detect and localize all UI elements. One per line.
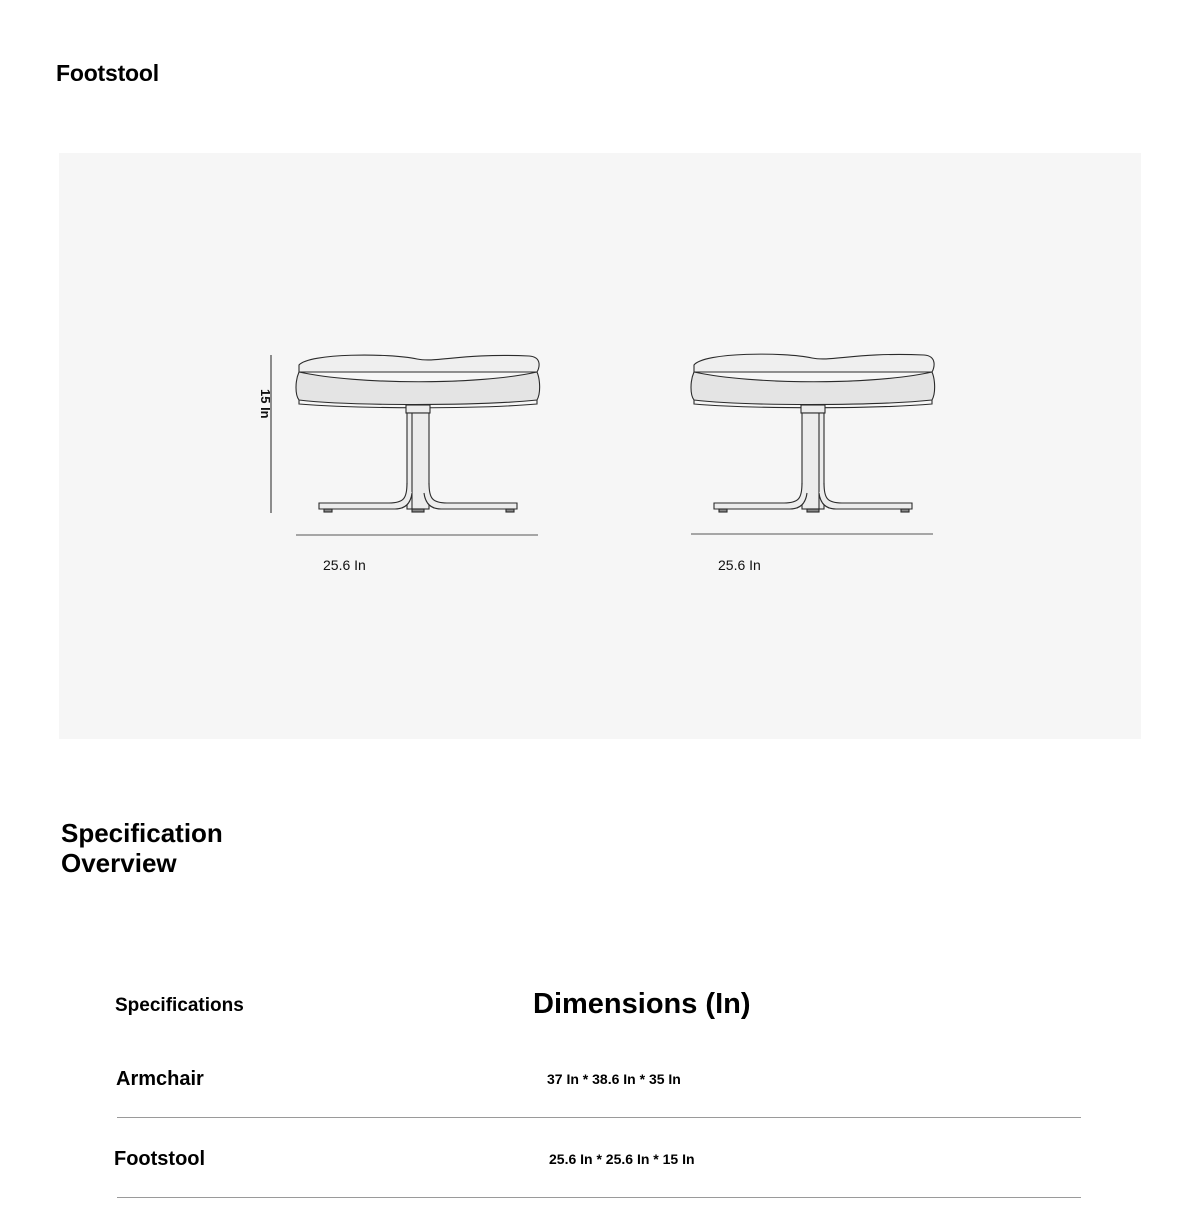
column-header-specifications: Specifications xyxy=(115,995,244,1016)
foot xyxy=(807,509,819,512)
cushion-top xyxy=(694,354,934,372)
specification-heading: Specification Overview xyxy=(61,818,223,878)
row-divider xyxy=(117,1117,1081,1118)
footstool-view-right xyxy=(691,354,935,534)
footstool-line-drawing xyxy=(59,153,1141,739)
foot xyxy=(324,509,332,512)
row-dimensions: 25.6 In * 25.6 In * 15 In xyxy=(549,1151,695,1167)
row-name: Footstool xyxy=(114,1148,206,1170)
column-header-dimensions: Dimensions (In) xyxy=(533,988,751,1020)
row-divider xyxy=(117,1197,1081,1198)
row-name: Armchair xyxy=(116,1068,204,1090)
product-title: Footstool xyxy=(56,60,159,86)
cushion-top xyxy=(299,355,539,372)
foot xyxy=(901,509,909,512)
leg-right xyxy=(819,483,912,509)
foot xyxy=(412,509,424,512)
column-cap xyxy=(406,405,430,413)
leg-left xyxy=(714,483,807,509)
height-label: 15 In xyxy=(258,389,273,419)
footstool-view-left xyxy=(271,355,540,535)
dimension-drawing-panel xyxy=(59,153,1141,739)
foot xyxy=(719,509,727,512)
row-dimensions: 37 In * 38.6 In * 35 In xyxy=(547,1071,681,1087)
leg-left xyxy=(319,483,412,509)
cushion-body xyxy=(296,372,540,405)
cushion-body xyxy=(691,372,935,405)
column-cap xyxy=(801,405,825,413)
width-label: 25.6 In xyxy=(718,557,761,573)
foot xyxy=(506,509,514,512)
width-label: 25.6 In xyxy=(323,557,366,573)
leg-right xyxy=(424,483,517,509)
